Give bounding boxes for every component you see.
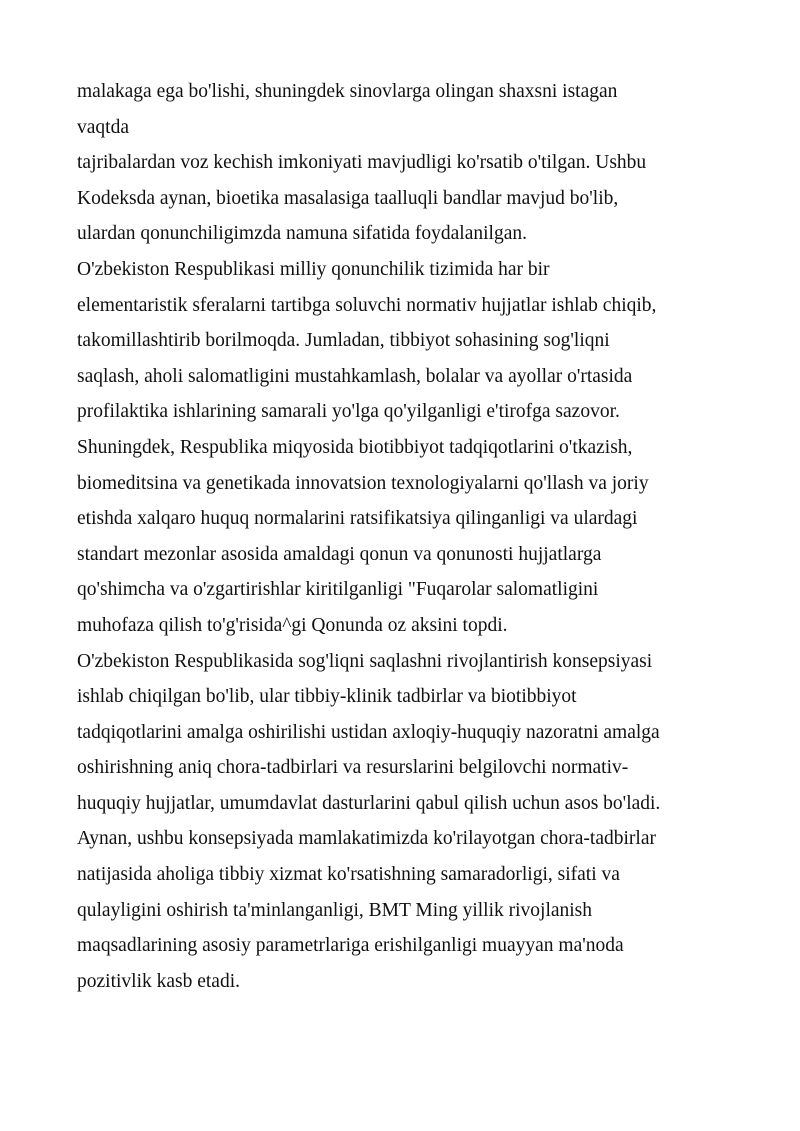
text-line: O'zbekiston Respublikasida sog'liqni saqlashni rivojlantirish konsepsiyasi bbox=[77, 650, 653, 672]
text-line: muhofaza qilish to'g'risida^gi Qonunda oz aksini topdi. bbox=[77, 614, 508, 636]
text-line: natijasida aholiga tibbiy xizmat ko'rsatishning samaradorligi, sifati va bbox=[77, 864, 620, 886]
text-line: Kodeksda aynan, bioetika masalasiga taalluqli bandlar mavjud bo'lib, bbox=[77, 187, 619, 209]
text-line: standart mezonlar asosida amaldagi qonun va qonunosti hujjatlarga bbox=[77, 543, 602, 565]
text-line: O'zbekiston Respublikasi milliy qonunchilik tizimida har bir bbox=[77, 258, 550, 280]
text-line: ulardan qonunchiligimzda namuna sifatida foydalanilgan. bbox=[77, 223, 527, 245]
text-line: pozitivlik kasb etadi. bbox=[77, 970, 241, 992]
text-line: oshirishning aniq chora-tadbirlari va resurslarini belgilovchi normativ- bbox=[77, 757, 629, 779]
text-line: ishlab chiqilgan bo'lib, ular tibbiy-klinik tadbirlar va biotibbiyot bbox=[77, 686, 577, 708]
text-line: profilaktika ishlarining samarali yo'lga qo'yilganligi e'tirofga sazovor. bbox=[77, 401, 620, 423]
text-line: etishda xalqaro huquq normalarini ratsifikatsiya qilinganligi va ulardagi bbox=[77, 508, 638, 530]
text-line: takomillashtirib borilmoqda. Jumladan, tibbiyot sohasining sog'liqni bbox=[77, 330, 610, 352]
text-line: qo'shimcha va o'zgartirishlar kiritilganligi "Fuqarolar salomatligini bbox=[77, 579, 599, 601]
text-line: huquqiy hujjatlar, umumdavlat dasturlarini qabul qilish uchun asos bo'ladi. bbox=[77, 792, 661, 814]
text-line: elementaristik sferalarni tartibga soluvchi normativ hujjatlar ishlab chiqib, bbox=[77, 294, 657, 316]
text-line: tadqiqotlarini amalga oshirilishi ustidan axloqiy-huquqiy nazoratni amalga bbox=[77, 721, 660, 743]
text-line: saqlash, aholi salomatligini mustahkamlash, bolalar va ayollar o'rtasida bbox=[77, 365, 633, 387]
text-line: maqsadlarining asosiy parametrlariga erishilganligi muayyan ma'noda bbox=[77, 935, 624, 957]
text-line: malakaga ega bo'lishi, shuningdek sinovlarga olingan shaxsni istagan bbox=[77, 81, 618, 102]
text-line: qulayligini oshirish ta'minlanganligi, BMT Ming yillik rivojlanish bbox=[77, 899, 593, 921]
text-line: Shuningdek, Respublika miqyosida biotibbiyot tadqiqotlarini o'tkazish, bbox=[77, 436, 633, 458]
text-line: Aynan, ushbu konsepsiyada mamlakatimizda ko'rilayotgan chora-tadbirlar bbox=[77, 828, 656, 850]
text-line: vaqtda bbox=[77, 116, 129, 138]
text-line: biomeditsina va genetikada innovatsion texnologiyalarni qo'llash va joriy bbox=[77, 472, 649, 494]
body-text bbox=[77, 74, 737, 999]
text-line: tajribalardan voz kechish imkoniyati mavjudligi ko'rsatib o'tilgan. Ushbu bbox=[77, 152, 647, 174]
